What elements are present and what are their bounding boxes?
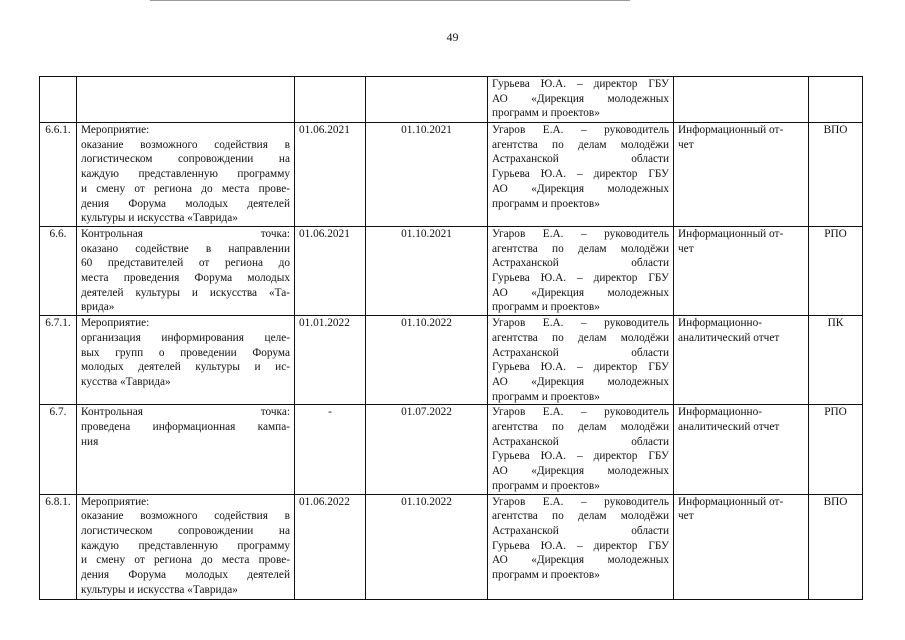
responsible-persons — [488, 77, 674, 123]
text-line: ния — [81, 435, 99, 448]
text-line: Мероприятие: — [81, 124, 150, 136]
end-date: 01.10.2021 — [366, 123, 488, 227]
start-date: - — [295, 405, 366, 494]
resp-line: агентства по делам молодёжи — [492, 331, 669, 344]
report-line: Информационно- — [678, 317, 762, 330]
resp-line: агентства по делам молодёжи — [492, 510, 669, 523]
resp-line: Гурьева Ю.А. – директор ГБУ — [492, 272, 669, 285]
resp-line: Гурьева Ю.А. – директор ГБУ — [492, 539, 669, 552]
report-type — [674, 123, 809, 227]
text-line: вых групп о проведении Форума — [81, 346, 290, 359]
report-line: Информационный от- — [678, 227, 784, 240]
item-description — [77, 316, 295, 405]
text-line: дения Форума молодых деятелей — [81, 197, 290, 210]
resp-line: Гурьева Ю.А. – директор ГБУ — [492, 78, 669, 90]
end-date: 01.10.2021 — [366, 226, 488, 315]
text-line: и смену от региона до места прове- — [81, 554, 290, 567]
item-number: 6.8.1. — [40, 494, 77, 599]
table-row — [40, 226, 863, 315]
resp-line: Угаров Е.А. – руководитель — [492, 124, 669, 136]
text-line: организация информирования целе- — [81, 331, 290, 344]
table-row — [40, 123, 863, 227]
resp-line: Астраханской области — [492, 346, 669, 359]
resp-line: АО «Дирекция молодежных — [492, 465, 669, 478]
resp-line: Угаров Е.А. – руководитель — [492, 406, 669, 419]
event-type-code: ПК — [809, 316, 863, 405]
report-line: аналитический отчет — [678, 421, 780, 434]
report-line: Информационный от- — [678, 124, 784, 136]
text-line: места проведения Форума молодых — [81, 272, 290, 285]
responsible-persons — [488, 123, 674, 227]
item-number: 6.7. — [40, 405, 77, 494]
start-date: 01.06.2021 — [295, 123, 366, 227]
text-line: кусства «Таврида» — [81, 375, 171, 388]
plan-table-body — [40, 77, 863, 600]
resp-line: программ и проектов» — [492, 107, 600, 120]
resp-line: Гурьева Ю.А. – директор ГБУ — [492, 450, 669, 463]
event-type-code — [809, 77, 863, 123]
report-type — [674, 405, 809, 494]
text-line: оказание возможного содействия в — [81, 138, 290, 151]
start-date: 01.06.2021 — [295, 226, 366, 315]
text-line: и смену от региона до места прове- — [81, 182, 290, 195]
table-row — [40, 405, 863, 494]
report-type — [674, 226, 809, 315]
end-date: 01.07.2022 — [366, 405, 488, 494]
report-type — [674, 494, 809, 599]
report-line: чет — [678, 510, 694, 523]
table-row — [40, 494, 863, 599]
responsible-persons — [488, 316, 674, 405]
item-description — [77, 77, 295, 123]
text-line: оказано содействие в направлении — [81, 242, 290, 255]
responsible-persons — [488, 405, 674, 494]
item-description — [77, 494, 295, 599]
end-date: 01.10.2022 — [366, 316, 488, 405]
text-line: каждую представленную программу — [81, 168, 290, 181]
resp-line: Гурьева Ю.А. – директор ГБУ — [492, 168, 669, 181]
table-row — [40, 77, 863, 123]
text-line: Контрольная точка: — [81, 227, 290, 240]
resp-line: Астраханской области — [492, 524, 669, 537]
resp-line: АО «Дирекция молодежных — [492, 286, 669, 299]
resp-line: Гурьева Ю.А. – директор ГБУ — [492, 361, 669, 374]
item-number: 6.6. — [40, 226, 77, 315]
responsible-persons — [488, 494, 674, 599]
responsible-persons — [488, 226, 674, 315]
event-type-code: ВПО — [809, 494, 863, 599]
event-type-code: РПО — [809, 226, 863, 315]
start-date: 01.06.2022 — [295, 494, 366, 599]
text-line: деятелей культуры и искусства «Та- — [81, 286, 290, 299]
report-line: аналитический отчет — [678, 331, 780, 344]
resp-line: Астраханской области — [492, 435, 669, 448]
text-line: Мероприятие: — [81, 495, 150, 508]
resp-line: агентства по делам молодёжи — [492, 138, 669, 151]
resp-line: агентства по делам молодёжи — [492, 421, 669, 434]
resp-line: АО «Дирекция молодежных — [492, 375, 669, 388]
page-number: 49 — [446, 30, 459, 44]
item-number: 6.7.1. — [40, 316, 77, 405]
resp-line: Астраханской области — [492, 257, 669, 270]
report-type — [674, 77, 809, 123]
header-rule — [150, 0, 630, 5]
table-row — [40, 316, 863, 405]
report-line: чет — [678, 138, 694, 151]
event-type-code: ВПО — [809, 123, 863, 227]
text-line: логистическом сопровождении на — [81, 524, 290, 537]
item-number — [40, 77, 77, 123]
resp-line: Угаров Е.А. – руководитель — [492, 227, 669, 240]
item-description — [77, 405, 295, 494]
text-line: молодых деятелей культуры и ис- — [81, 361, 290, 374]
text-line: 60 представителей от региона до — [81, 257, 290, 270]
report-line: чет — [678, 242, 694, 255]
start-date: 01.01.2022 — [295, 316, 366, 405]
resp-line: Угаров Е.А. – руководитель — [492, 495, 669, 508]
item-description — [77, 123, 295, 227]
event-type-code: РПО — [809, 405, 863, 494]
resp-line: Астраханской области — [492, 153, 669, 166]
end-date: 01.10.2022 — [366, 494, 488, 599]
resp-line: АО «Дирекция молодежных — [492, 92, 669, 105]
resp-line: Угаров Е.А. – руководитель — [492, 317, 669, 330]
text-line: культуры и искусства «Таврида» — [81, 583, 238, 596]
report-line: Информационный от- — [678, 495, 784, 508]
text-line: Мероприятие: — [81, 317, 150, 330]
item-number: 6.6.1. — [40, 123, 77, 227]
resp-line: программ и проектов» — [492, 390, 600, 403]
resp-line: АО «Дирекция молодежных — [492, 554, 669, 567]
plan-table — [39, 76, 863, 600]
item-description — [77, 226, 295, 315]
report-line: Информационно- — [678, 406, 762, 419]
report-type — [674, 316, 809, 405]
text-line: оказание возможного содействия в — [81, 510, 290, 523]
text-line: культуры и искусства «Таврида» — [81, 212, 238, 225]
text-line: Контрольная точка: — [81, 406, 290, 419]
resp-line: агентства по делам молодёжи — [492, 242, 669, 255]
resp-line: программ и проектов» — [492, 301, 600, 314]
text-line: логистическом сопровождении на — [81, 153, 290, 166]
text-line: врида» — [81, 301, 115, 314]
resp-line: программ и проектов» — [492, 569, 600, 582]
text-line: проведена информационная кампа- — [81, 421, 290, 434]
text-line: дения Форума молодых деятелей — [81, 569, 290, 582]
end-date — [366, 77, 488, 123]
resp-line: программ и проектов» — [492, 479, 600, 492]
resp-line: АО «Дирекция молодежных — [492, 182, 669, 195]
text-line: каждую представленную программу — [81, 539, 290, 552]
start-date — [295, 77, 366, 123]
resp-line: программ и проектов» — [492, 197, 600, 210]
